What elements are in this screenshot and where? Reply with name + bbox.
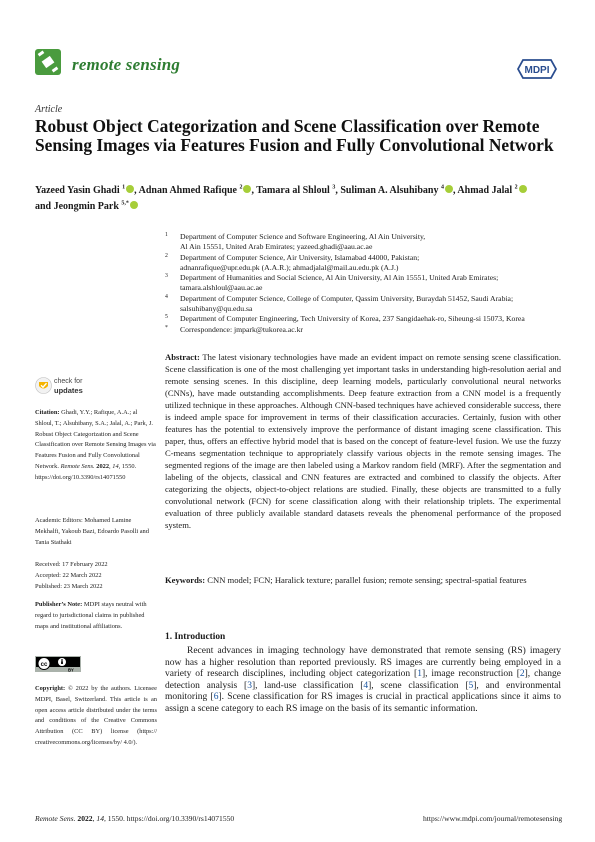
keywords-label: Keywords: xyxy=(165,575,206,585)
affiliation-number: 5 xyxy=(165,314,168,321)
author-affiliation-marker: 2 xyxy=(239,184,243,191)
paper-title: Robust Object Categorization and Scene Classification over Remote Sensing Images via Features Fusion and Fully Convolutional Network xyxy=(35,116,554,155)
check-updates-line2: updates xyxy=(54,386,83,395)
author-separator: , xyxy=(452,185,458,196)
affiliation-line xyxy=(165,273,565,283)
author-separator: , xyxy=(134,185,139,196)
academic-editors: Academic Editors: Mohamed Lamine Mekhalfi, Yakoub Bazi, Edoardo Pasolli and Tania Stathaki xyxy=(35,517,149,546)
publisher-note-text: MDPI stays neutral with regard to jurisdictional claims in published maps and institutional affiliations. xyxy=(35,601,147,630)
affiliation-text: Department of Computer Engineering, Tech University of Korea, 237 Sangidaehak-ro, Siheung-si 15073, Korea xyxy=(180,314,525,324)
footer-doi: , 1550. https://doi.org/10.3390/rs14071550 xyxy=(103,814,235,823)
author-affiliation-marker: 2 xyxy=(514,184,518,191)
affiliation-text: adnanrafique@upr.edu.pk (A.A.R.); ahmadjalal@mail.au.edu.pk (A.J.) xyxy=(180,262,399,272)
mdpi-logo-icon xyxy=(517,58,557,80)
affiliation-line xyxy=(165,325,565,335)
footer-year: 2022 xyxy=(77,814,93,823)
affiliation-text: Correspondence: jmpark@tukorea.ac.kr xyxy=(180,324,303,334)
affiliation-text: Department of Computer Science and Software Engineering, Al Ain University, xyxy=(180,232,426,241)
affiliation-line xyxy=(165,314,565,324)
footer-journal-url[interactable]: https://www.mdpi.com/journal/remotesensing xyxy=(423,814,563,823)
keywords-text: CNN model; FCN; Haralick texture; parallel fusion; remote sensing; spectral-spatial features xyxy=(207,575,527,585)
author-list xyxy=(35,183,560,215)
reference-link[interactable]: 5 xyxy=(468,680,474,691)
author-name: Adnan Ahmed Rafique xyxy=(138,185,237,196)
published-date: Published: 23 March 2022 xyxy=(35,582,103,590)
author-separator: , xyxy=(251,185,257,196)
reference-link[interactable]: 3 xyxy=(247,680,252,691)
affiliation-line xyxy=(165,253,565,263)
introduction-text: ], image reconstruction [ xyxy=(421,669,520,680)
introduction-text: ], and environmental monitoring [ xyxy=(165,680,561,703)
affiliation-line xyxy=(165,283,565,293)
author-affiliation-marker: 4 xyxy=(440,184,444,191)
author-separator: , xyxy=(335,185,341,196)
citation-volume: 14 xyxy=(112,462,119,470)
author-affiliation-marker: 3 xyxy=(332,184,336,191)
affiliation-line xyxy=(165,232,565,242)
affiliation-number: 3 xyxy=(165,273,168,280)
keywords xyxy=(165,575,561,587)
check-updates-icon xyxy=(35,377,52,394)
affiliation-text: Department of Computer Science, Air University, Islamabad 44000, Pakistan; xyxy=(180,252,420,262)
affiliation-line xyxy=(165,263,565,273)
reference-link[interactable]: 1 xyxy=(417,669,422,680)
article-dates xyxy=(35,560,157,592)
citation-block: Citation: Ghadi, Y.Y.; Rafique, A.A.; al Shloul, T.; Alsuhibany, S.A.; Jalal, A.; Park, J. Robust Object Categorization and Scene Classification over Remote Sensing Images via Features Fusion and Fully Convolutional Network. Remote Sens. 2022, 14, 1550. https://doi.org/10.3390/rs14071550 xyxy=(35,409,156,481)
svg-text:BY: BY xyxy=(68,667,74,672)
affiliation-text: Department of Humanities and Social Science, Al Ain University, Al Ain 15551, United Arab Emirates; xyxy=(180,273,499,283)
reference-link[interactable]: 2 xyxy=(519,669,525,680)
affiliation-line xyxy=(165,294,565,304)
cc-by-license-icon[interactable] xyxy=(35,656,81,672)
affiliation-number: 4 xyxy=(165,293,168,300)
mdpi-logo-text: MDPI xyxy=(524,65,550,76)
check-for-updates-button[interactable] xyxy=(35,377,95,397)
abstract-text: The latest visionary technologies have made an evident impact on remote sensing scene classification. Scene classification is one of the most challenging yet important tasks in understanding high-resolution aerial and remote sensing scenes. In this discipline, deep learning models, particularly convolutional neural networks (CNNs), have made outstanding accomplishments. Deep feature extraction from a CNN model is a frequently utilized technique in these approaches. Although CNN-based techniques have achieved considerable success, there is indeed ample space for improvement in terms of their classification accuracies. Certainly, fusion with other features has the potential to extensively improve the performance of distant imaging scene classification. This paper, thus, offers an effective hybrid model that is based on the concept of feature-level fusion. We use the fuzzy C-means segmentation technique to appropriately classify various objects in the remote sensing images. The segmented regions of the image are then labeled using a Markov random field (MRF). After the segmentation and labeling of the objects, classical and CNN features are extracted and combined to classify the objects. After categorizing the objects, object-to-object relations are studied. Finally, these objects are transmitted to a fully convolutional network (FCN) for scene classification along with their relationship triplets. The experimental evaluation of three publicly available standard datasets reveals the phenomenal performance of the proposed system. xyxy=(165,352,561,530)
author-affiliation-marker: 1 xyxy=(122,184,126,191)
section-heading-introduction: 1. Introduction xyxy=(165,632,226,642)
publisher-note xyxy=(35,600,157,632)
citation-text: Ghadi, Y.Y.; Rafique, A.A.; al Shloul, T.; Alsuhibany, S.A.; Jalal, A.; Park, J. Robust Object Categorization and Scene Classification over Remote Sensing Images via Features Fusion and Fully Convolutional Network. xyxy=(35,409,156,470)
author-affiliation-marker: 5,* xyxy=(121,200,129,207)
copyright-notice xyxy=(35,684,157,749)
check-updates-line1: check for xyxy=(54,378,83,385)
introduction-text: ]. Scene classification for RS images is crucial in practical applications since it aims to assign a scene category to each RS image on the basis of its semantic information. xyxy=(165,692,562,714)
citation-pages: , 1550. https://doi.org/10.3390/rs14071550 xyxy=(35,462,137,481)
author-name: Ahmad Jalal xyxy=(457,185,513,196)
reference-link[interactable]: 4 xyxy=(363,680,369,691)
received-date: Received: 17 February 2022 xyxy=(35,561,108,568)
copyright-text: © 2022 by the authors. Licensee MDPI, Basel, Switzerland. This article is an open access article distributed under the terms and conditions of the Creative Commons Attribution (CC BY) license (https:// creativecommons.org/licenses/by/ 4.0/). xyxy=(35,685,157,746)
footer-journal: Remote Sens. xyxy=(35,814,76,823)
copyright-label: Copyright: xyxy=(35,685,66,692)
affiliation-text: Department of Computer Science, College of Computer, Qassim University, Buraydah 51452, Saudi Arabia; xyxy=(180,293,514,303)
svg-text:cc: cc xyxy=(40,662,48,668)
affiliation-text: salsuhibany@qu.edu.sa xyxy=(180,304,253,314)
footer-volume: 14 xyxy=(96,814,104,823)
abstract xyxy=(165,352,561,532)
orcid-icon[interactable] xyxy=(445,185,453,193)
article-type: Article xyxy=(35,104,63,115)
introduction-text: Recent advances in imaging technology have demonstrated that remote sensing (RS) imagery now has a higher resolution than reported previously. RS images are currently being employed in a variety of research disciplines, including object categorization [ xyxy=(165,646,561,680)
introduction-text: ], change detection analysis [ xyxy=(165,669,561,691)
journal-logo-icon xyxy=(35,49,61,75)
footer-citation: Remote Sens. 2022, 14, 1550. https://doi.org/10.3390/rs14071550 xyxy=(35,814,235,823)
affiliation-text: Al Ain 15551, United Arab Emirates; yazeed.ghadi@aau.ac.ae xyxy=(180,242,373,252)
orcid-icon[interactable] xyxy=(126,185,134,193)
affiliation-list xyxy=(165,232,565,335)
affiliation-number: * xyxy=(165,324,168,331)
affiliation-number: 2 xyxy=(165,252,168,259)
introduction-paragraph xyxy=(165,646,561,716)
orcid-icon[interactable] xyxy=(130,201,138,209)
publisher-note-label: Publisher’s Note: xyxy=(35,601,83,608)
affiliation-line xyxy=(165,304,565,314)
introduction-text: ], land-use classification [ xyxy=(251,680,364,691)
abstract-label: Abstract: xyxy=(165,352,200,362)
citation-journal: Remote Sens. xyxy=(60,462,95,470)
author-name: Tamara al Shloul xyxy=(256,185,330,196)
affiliation-line xyxy=(165,242,565,252)
author-name: Suliman A. Alsuhibany xyxy=(340,185,439,196)
orcid-icon[interactable] xyxy=(519,185,527,193)
journal-name: remote sensing xyxy=(72,55,181,74)
author-name: and Jeongmin Park xyxy=(35,201,119,212)
reference-link[interactable]: 6 xyxy=(213,692,219,703)
affiliation-number: 1 xyxy=(165,232,168,238)
introduction-text: ], scene classification [ xyxy=(368,680,469,691)
citation-year: 2022 xyxy=(96,462,110,470)
citation-label: Citation: xyxy=(35,409,60,416)
author-name: Yazeed Yasin Ghadi xyxy=(35,185,120,196)
accepted-date: Accepted: 22 March 2022 xyxy=(35,571,102,579)
affiliation-text: tamara.alshloul@aau.ac.ae xyxy=(180,283,263,293)
